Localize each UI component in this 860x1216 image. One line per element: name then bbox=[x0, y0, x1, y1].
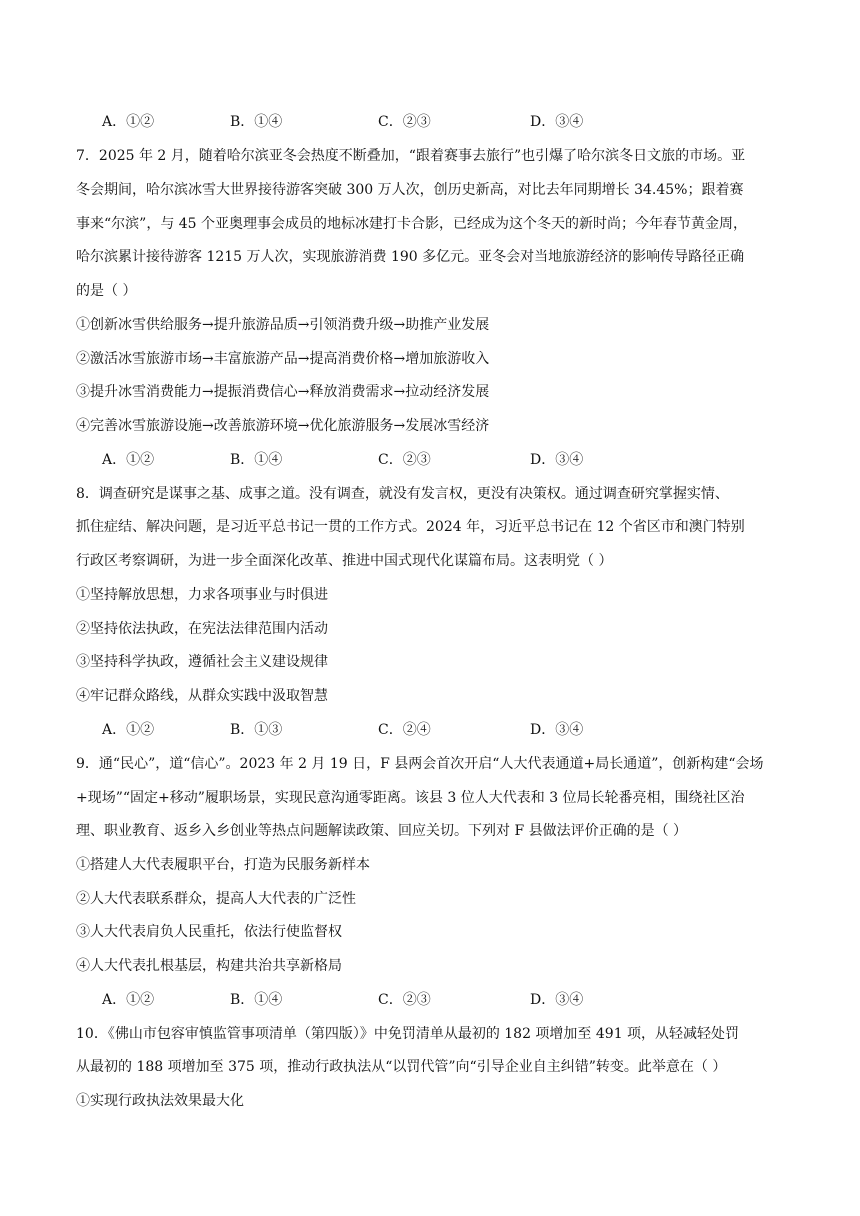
q8-option-d[interactable]: D．③④ bbox=[530, 722, 584, 738]
q6-option-b[interactable]: B．①④ bbox=[230, 114, 283, 130]
q10-stem-line-1: 10．《佛山市包容审慎监管事项清单（第四版）》中免罚清单从最初的 182 项增加至 491 项，从轻减轻处罚 bbox=[76, 1026, 740, 1042]
q7-option-b[interactable]: B．①④ bbox=[230, 452, 283, 468]
q8-stem-line-1: 8．调查研究是谋事之基、成事之道。没有调查，就没有发言权，更没有决策权。通过调查研究掌握实情、 bbox=[76, 486, 729, 502]
q6-option-c[interactable]: C．②③ bbox=[378, 114, 431, 130]
q8-option-b[interactable]: B．①③ bbox=[230, 722, 283, 738]
q8-item-4: ④牢记群众路线，从群众实践中汲取智慧 bbox=[76, 688, 328, 704]
q9-item-1: ①搭建人大代表履职平台，打造为民服务新样本 bbox=[76, 857, 370, 873]
q9-option-b[interactable]: B．①④ bbox=[230, 992, 283, 1008]
q9-item-3: ③人大代表肩负人民重托，依法行使监督权 bbox=[76, 924, 342, 940]
q8-option-c[interactable]: C．②④ bbox=[378, 722, 431, 738]
q7-item-4: ④完善冰雪旅游设施→改善旅游环境→优化旅游服务→发展冰雪经济 bbox=[76, 418, 490, 434]
q9-option-c[interactable]: C．②③ bbox=[378, 992, 431, 1008]
q7-item-1: ①创新冰雪供给服务→提升旅游品质→引领消费升级→助推产业发展 bbox=[76, 317, 490, 333]
q9-option-d[interactable]: D．③④ bbox=[530, 992, 584, 1008]
q7-item-2: ②激活冰雪旅游市场→丰富旅游产品→提高消费价格→增加旅游收入 bbox=[76, 351, 490, 367]
q6-option-a[interactable]: A．①② bbox=[102, 114, 155, 130]
q7-option-c[interactable]: C．②③ bbox=[378, 452, 431, 468]
q7-stem-line-3: 事来“尔滨”，与 45 个亚奥理事会成员的地标冰建打卡合影，已经成为这个冬天的新时尚；今年春节黄金周， bbox=[76, 216, 748, 232]
q8-item-2: ②坚持依法执政，在宪法法律范围内活动 bbox=[76, 621, 328, 637]
q8-stem-line-3: 行政区考察调研，为进一步全面深化改革、推进中国式现代化谋篇布局。这表明党（ ） bbox=[76, 553, 613, 569]
q7-stem-line-4: 哈尔滨累计接待游客 1215 万人次，实现旅游消费 190 多亿元。亚冬会对当地旅游经济的影响传导路径正确 bbox=[76, 249, 745, 265]
q7-stem-line-5: 的是（ ） bbox=[76, 283, 137, 299]
q9-stem-line-3: 理、职业教育、返乡入乡创业等热点问题解读政策、回应关切。下列对 F 县做法评价正确的是（ ） bbox=[76, 823, 688, 839]
q8-item-1: ①坚持解放思想，力求各项事业与时俱进 bbox=[76, 587, 328, 603]
q10-item-1: ①实现行政执法效果最大化 bbox=[76, 1093, 244, 1109]
q7-stem-line-1: 7．2025 年 2 月，随着哈尔滨亚冬会热度不断叠加，“跟着赛事去旅行”也引爆了哈尔滨冬日文旅的市场。亚 bbox=[76, 148, 746, 164]
q8-option-a[interactable]: A．①② bbox=[102, 722, 155, 738]
q9-stem-line-1: 9．通“民心”，道“信心”。2023 年 2 月 19 日，F 县两会首次开启“人大代表通道+局长通道”，创新构建“会场 bbox=[76, 756, 764, 772]
q6-option-d[interactable]: D．③④ bbox=[530, 114, 584, 130]
q9-item-2: ②人大代表联系群众，提高人大代表的广泛性 bbox=[76, 891, 356, 907]
q9-item-4: ④人大代表扎根基层，构建共治共享新格局 bbox=[76, 958, 342, 974]
q10-stem-line-2: 从最初的 188 项增加至 375 项，推动行政执法从“以罚代管”向“引导企业自主纠错”转变。此举意在（ ） bbox=[76, 1059, 727, 1075]
q7-stem-line-2: 冬会期间，哈尔滨冰雪大世界接待游客突破 300 万人次，创历史新高，对比去年同期增长 34.45%；跟着赛 bbox=[76, 182, 744, 198]
q7-option-d[interactable]: D．③④ bbox=[530, 452, 584, 468]
q8-item-3: ③坚持科学执政，遵循社会主义建设规律 bbox=[76, 654, 328, 670]
q7-option-a[interactable]: A．①② bbox=[102, 452, 155, 468]
q9-option-a[interactable]: A．①② bbox=[102, 992, 155, 1008]
q8-stem-line-2: 抓住症结、解决问题，是习近平总书记一贯的工作方式。2024 年，习近平总书记在 12 个省区市和澳门特别 bbox=[76, 519, 745, 535]
q7-item-3: ③提升冰雪消费能力→提振消费信心→释放消费需求→拉动经济发展 bbox=[76, 384, 490, 400]
q9-stem-line-2: +现场”“固定+移动”履职场景，实现民意沟通零距离。该县 3 位人大代表和 3 位局长轮番亮相，围绕社区治 bbox=[76, 790, 745, 806]
